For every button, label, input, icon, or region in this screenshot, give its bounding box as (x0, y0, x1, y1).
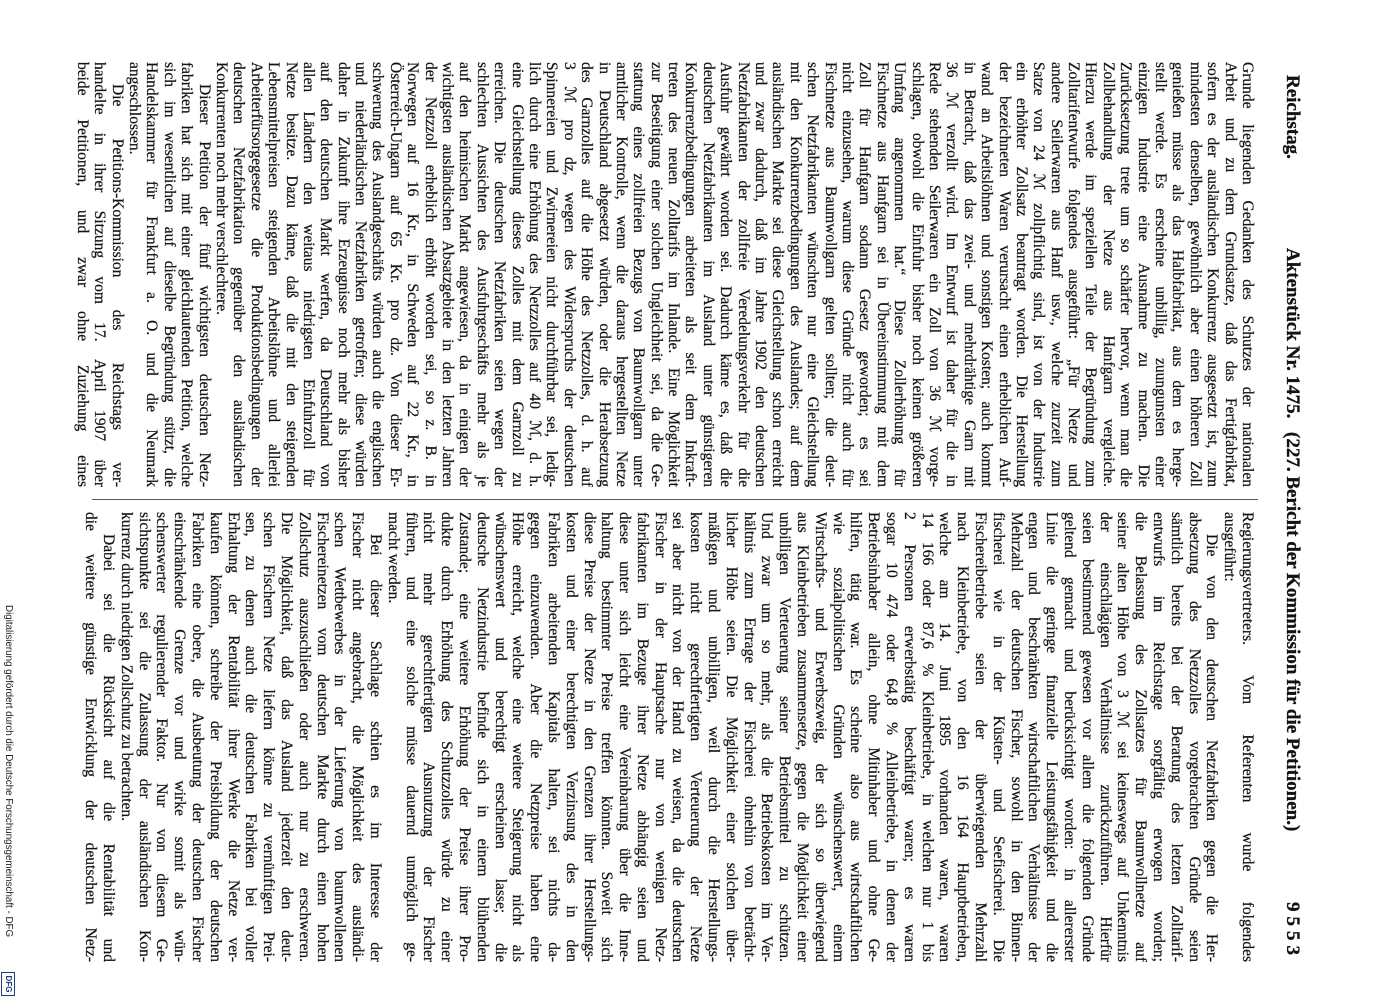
text-line: Die Petitions-Kommission des Reichstags ver- (108, 84, 126, 487)
text-line: Fischer nicht angebracht, die Möglichkeit des ausländi- (349, 512, 367, 962)
text-line: Österreich-Ungarn auf 65 Kr. pro dz. Von dieser Er- (386, 62, 404, 487)
text-line: Erhaltung der Rentabilität ihrer Werke die Netze ver- (224, 512, 242, 962)
text-line: deutschen Netzfabrikanten im Ausland unter günstigeren (699, 62, 717, 487)
text-line: schwerung des Auslandgeschäfts würden auch die englischen (369, 62, 387, 487)
text-line: führen, und eine solche müsse dauernd unmöglich ge- (402, 512, 420, 962)
text-line: schenswerter regulierender Faktor. Nur von diesem Ge- (153, 512, 171, 962)
text-line: Lebensmittelpreisen steigenden Arbeitslöhne und allerlei (265, 62, 283, 487)
text-line: sich im wesentlichen auf dieselbe Begründung stützt, die (160, 62, 178, 487)
text-line: Betriebsinhaber allein, ohne Mitinhaber und ohne Ge- (865, 512, 883, 962)
text-line: allen Ländern den weitaus niedrigsten Einfuhrzoll für (299, 62, 317, 487)
report-title: (227. Bericht der Kommission für die Petitionen.) (1282, 432, 1303, 832)
text-line: in Betracht, daß das zwei- und mehrdrähtige Garn mit (960, 62, 978, 487)
text-line: schen Fischern Netze liefern könne zu vernünftigen Prei- (260, 512, 278, 962)
text-line: diese Preise der Netze in den Grenzen ihrer Herstellungs- (580, 512, 598, 962)
text-line: Wirtschafts- und Erwerbszweig, der sich so überwiegend (811, 512, 829, 962)
text-line: nicht mehr gerechtfertigten Ausnutzung der Fischer (420, 512, 438, 962)
text-line: Fischereinetzen vom deutschen Markte durch einen hohen (313, 512, 331, 962)
text-line: Umfang angenommen hat.“ Diese Zollerhöhung für (891, 62, 909, 487)
text-line: mit den Konkurrenzbedingungen des Auslandes; auf dem (786, 62, 804, 487)
text-line: auf den deutschen Markt werfen, da Deutschland von (317, 62, 335, 487)
text-column-left (73, 62, 1256, 487)
text-line: wie sozialpolitischen Gründen wünschenswert, einem (829, 512, 847, 962)
text-line: Und zwar um so mehr, als die Betriebskosten im Ver- (758, 512, 776, 962)
text-line: Fischer in der Hauptsache nur von wenigen Netz- (651, 512, 669, 962)
text-line: andere Seilerwaren aus Hanf usw., welche zurzeit zum (1047, 62, 1065, 487)
text-line: Netzfabrikanten der zollfreie Veredelungsverkehr für die (734, 62, 752, 487)
text-line: genießen müsse als das Halbfabrikat, aus dem es herge- (1169, 62, 1187, 487)
text-line: Arbeit und zu dem Grundsatze, daß das Fertigfabrikat, (1221, 62, 1239, 487)
text-line: Grunde liegenden Gedanken des Schutzes der nationalen (1239, 62, 1256, 487)
text-line: Zoll für Hanfgarn sodann Gesetz geworden; es sei (856, 62, 874, 487)
text-line: Die von den deutschen Netzfabriken gegen die Her- (1203, 534, 1221, 962)
text-line: 2 Personen erwerbstätig beschäftigt waren; es waren (900, 512, 918, 962)
text-line: die Belassung des Zollsatzes für Baumwollnetze auf (1132, 512, 1150, 962)
text-line: Konkurrenten noch mehr verschlechtere. (212, 62, 230, 316)
running-head-title: Reichstag. (1282, 75, 1303, 159)
text-line: entwurfs im Reichstage sorgfältig erwogen worden; (1150, 512, 1168, 962)
text-line: seiner alten Höhe von 3 ℳ sei keineswegs auf Unkenntnis (1114, 512, 1132, 962)
text-line: sogar 10 474 oder 64,8 % Alleinbetriebe, in denen der (883, 512, 901, 962)
text-column-right (81, 512, 1256, 962)
text-line: haltung bestimmter Preise treffen könnten. Soweit sich (598, 512, 616, 962)
text-line: Bei dieser Sachlage schien es im Interesse der (366, 534, 384, 962)
column-divider (92, 499, 1258, 500)
text-line: licher Höhe seien. Die Möglichkeit einer solchen über- (722, 512, 740, 962)
text-line: kurrenz durch niedrigen Zollschutz zu betrachten. (117, 512, 135, 822)
text-line: deutschen Netzfabrikation gegenüber den ausländischen (230, 62, 248, 487)
running-head (1277, 0, 1307, 1000)
text-line: Regierungsvertreters. Vom Referenten wurde folgendes (1239, 512, 1256, 962)
text-line: ein erhöhter Zollsatz beantragt worden. Die Herstellung (1012, 62, 1030, 487)
text-line: hilfen, tätig war. Es scheine also aus wirtschaftlichen (847, 512, 865, 962)
text-line: stellt werde. Es erscheine unbillig, zuungunsten einer (1152, 62, 1170, 487)
text-line: Fabriken eine obere, die Ausbeutung der deutschen Fischer (188, 512, 206, 962)
text-line: stattung eines zollfreien Bezugs von Baumwollgarn unter (630, 62, 648, 487)
text-line: welche am 14. Juni 1895 vorhanden waren, waren (936, 512, 954, 962)
text-line: Zolltarifentwurfe folgendes ausgeführt: „Für Netze und (1065, 62, 1083, 487)
text-line: wichtigsten ausländischen Absatzgebiete in den letzten Jahren (439, 62, 457, 487)
text-line: Zollschutz auszuschließen oder auch nur zu erschweren. (295, 512, 313, 962)
text-line: Mehrzahl der deutschen Fischer, sowohl in den Binnen- (1007, 512, 1025, 962)
text-line: engen und beschränkten wirtschaftlichen Verhältnisse der (1025, 512, 1043, 962)
text-line: des Garnzolles auf die Höhe des Netzzolles, d. h. auf (578, 62, 596, 487)
text-line: mäßigen und unbilligen, weil durch die Herstellungs- (705, 512, 723, 962)
text-line: Zustande; eine weitere Erhöhung der Preise ihrer Pro- (455, 512, 473, 962)
text-line: Hierzu werde im speziellen Teile der Begründung zum (1082, 62, 1100, 487)
text-line: erreichen. Die deutschen Netzfabriken seien wegen der (491, 62, 509, 487)
text-line: Fabriken arbeitenden Kapitals halten, sei nichts da- (544, 512, 562, 962)
text-line: die weitere günstige Entwicklung der deutschen Netz- (82, 512, 100, 962)
text-line: dukte durch Erhöhung des Schutzzolles würde zu einer (438, 512, 456, 962)
text-line: Fischnetze aus Hanfgarn sei in Übereinstimmung mit dem (873, 62, 891, 487)
text-line: Spinnereien und Zwirnereien nicht durchführbar sei, ledig- (543, 62, 561, 487)
text-line: fabriken hat sich mit einer gleichlautenden Petition, welche (178, 62, 196, 487)
text-line: amtlicher Kontrolle, wenn die daraus hergestellten Netze (612, 62, 630, 487)
text-line: schen Wettbewerbes in der Lieferung von baumwollenen (331, 512, 349, 962)
text-line: und niederländischen Netzfabriken getroffen; diese würden (352, 62, 370, 487)
text-line: kosten nicht gerechtfertigten Verteuerung der Netze (687, 512, 705, 962)
text-line: Handelskammer für Frankfurt a. O. und die Neumark (143, 62, 161, 487)
text-line: Arbeiterfürsorgegesetze die Produktionsbedingungen der (247, 62, 265, 487)
text-line: nach Kleinbetriebe, von den 16 164 Hauptbetrieben, (954, 512, 972, 962)
text-line: 36 ℳ verzollt wird. Im Entwurf ist daher für die in (943, 62, 961, 487)
text-line: Norwegen auf 16 Kr., in Schweden auf 22 Kr., in (404, 62, 422, 487)
text-line: gegen einzuwenden. Aber die Netzpreise haben eine (527, 512, 545, 962)
text-line: fischerei wie in der Küsten- und Seefischerei. Die (989, 512, 1007, 962)
text-line: wünschenswert und berechtigt erscheinen lasse; die (491, 512, 509, 962)
text-line: 14 166 oder 87,6 % Kleinbetriebe, in welchen nur 1 bis (918, 512, 936, 962)
text-line: beide Petitionen, und zwar ohne Zuziehung eines (73, 62, 91, 487)
text-line: treten des neuen Zolltarifs im Inlande. Eine Möglichkeit (665, 62, 683, 487)
text-line: kosten und einer berechtigten Verzinsung des in den (562, 512, 580, 962)
text-line: fabrikanten im Bezuge ihrer Netze abhängig seien und (633, 512, 651, 962)
text-line: 3 ℳ pro dz, wegen des Widerspruchs der deutschen (560, 62, 578, 487)
text-line: nicht einzusehen, warum diese Gründe nicht auch für (839, 62, 857, 487)
text-line: mindesten denselben, gewöhnlich aber einen höheren Zoll (1186, 62, 1204, 487)
text-line: einzigen Industrie eine Ausnahme zu machen. Die (1134, 62, 1152, 487)
text-line: sichtspunkte sei die Zulassung der ausländischen Kon- (135, 512, 153, 962)
text-line: schlagen, obwohl die Einfuhr bisher noch keinen größeren (908, 62, 926, 487)
text-line: auf den heimischen Markt angewiesen, da in einigen der (456, 62, 474, 487)
text-line: Konkurrenzbedingungen arbeiteten als seit dem Inkraft- (682, 62, 700, 487)
text-line: Dabei sei die Rücksicht auf die Rentabilität und (100, 534, 117, 962)
text-line: deutsche Netzindustrie befinde sich in einem blühenden (473, 512, 491, 962)
text-line: einschränkende Grenze vor und wirke somit als wün- (171, 512, 189, 962)
text-line: der Netzzoll erheblich erhöht worden sei, so z. B. in (421, 62, 439, 487)
text-line: Zollbehandlung der Netze aus Hanfgarn vergleiche. (1099, 62, 1117, 487)
text-line: hältnis zum Ertrage der Fischerei ohnehin von beträcht- (740, 512, 758, 962)
text-line: angeschlossen. (126, 62, 143, 155)
text-line: aus Kleinbetrieben zusammensetze, gegen die Möglichkeit einer (794, 512, 812, 962)
text-line: lich durch eine Erhöhung des Netzzolles auf 40 ℳ, d. h. (525, 62, 543, 487)
text-line: Die Möglichkeit, daß das Ausland jederzeit den deut- (277, 512, 295, 962)
text-line: Fischereibetriebe seien der überwiegenden Mehrzahl (972, 512, 990, 962)
text-line: unbilligen Verteuerung seiner Betriebsmittel zu schützen. (776, 512, 794, 962)
text-line: ausgeführt: (1221, 512, 1239, 582)
text-line: seien bestimmend gewesen vor allem die folgenden Gründe (1078, 512, 1096, 962)
text-line: geltend gemacht und berücksichtigt worden: in allererster (1061, 512, 1079, 962)
text-line: sämtlich bereits bei der Beratung des letzten Zolltarif- (1167, 512, 1185, 962)
text-line: sei aber nicht von der Hand zu weisen, da die deutschen (669, 512, 687, 962)
text-line: sen, zu denen auch die deutschen Fabriken bei voller (242, 512, 260, 962)
text-line: Rede stehenden Seilerwaren ein Zoll von 36 ℳ vorge- (925, 62, 943, 487)
text-line: diese unter sich leicht eine Vereinbarung über die Inne- (616, 512, 634, 962)
text-line: ausländischen Markte sei diese Gleichstellung schon erreicht (769, 62, 787, 487)
text-line: handelte in ihrer Sitzung vom 17. April 1907 über (91, 62, 109, 487)
text-line: daher in Zukunft ihre Erzeugnisse noch mehr als bisher (334, 62, 352, 487)
text-line: kaufen könnten, schreibe der Preisbildung der deutschen (206, 512, 224, 962)
text-line: absetzung des Netzzolles vorgebrachten Gründe seien (1185, 512, 1203, 962)
text-line: der einschlägigen Verhältnisse zurückzuführen. Hierfür (1096, 512, 1114, 962)
text-line: eine Gleichstellung dieses Zolles mit dem Garnzoll zu (508, 62, 526, 487)
text-line: Linie die geringe finanzielle Leistungsfähigkeit und die (1043, 512, 1061, 962)
text-line: Höhe erreicht, welche eine weitere Steigerung nicht als (509, 512, 527, 962)
page-number: 9553 (1282, 902, 1303, 960)
text-line: Fischnetze aus Baumwollgarn gelten sollten; die deut- (821, 62, 839, 487)
text-line: Satze von 24 ℳ zollpflichtig sind, ist von der Industrie (1030, 62, 1048, 487)
text-line: sofern es der ausländischen Konkurrenz ausgesetzt ist, zum (1204, 62, 1222, 487)
text-line: wand an Arbeitslöhnen und sonstigen Kosten; auch kommt (978, 62, 996, 487)
text-line: zur Beseitigung einer solchen Ungleichheit sei, da die Ge- (647, 62, 665, 487)
digitization-credit: Digitalisierung gefördert durch die Deutsche Forschungsgemeinschaft - DFG (3, 605, 14, 938)
text-line: Zurücksetzung trete um so schärfer hervor, wenn man die (1117, 62, 1135, 487)
text-line: Ausfuhr gewährt worden sei. Dadurch käme es, daß die (717, 62, 735, 487)
text-line: macht werden. (384, 512, 402, 604)
text-line: schlechten Aussichten des Ausfuhrgeschäfts mehr als je (473, 62, 491, 487)
text-line: und zwar dadurch, daß im Jahre 1902 den deutschen (752, 62, 770, 487)
text-line: schen Netzfabrikanten wünschten nur eine Gleichstellung (804, 62, 822, 487)
text-line: der bezeichneten Waren verursacht einen erheblichen Auf- (995, 62, 1013, 487)
document-number: Aktenstück Nr. 1475. (1282, 248, 1303, 419)
text-line: in Deutschland abgesetzt würden, oder die Herabsetzung (595, 62, 613, 487)
text-line: Dieser Petition der fünf wichtigsten deutschen Netz- (195, 84, 213, 487)
dfg-logo: DFG (1, 972, 15, 996)
text-line: Netze besitze. Dazu käme, daß die mit den steigenden (282, 62, 300, 487)
